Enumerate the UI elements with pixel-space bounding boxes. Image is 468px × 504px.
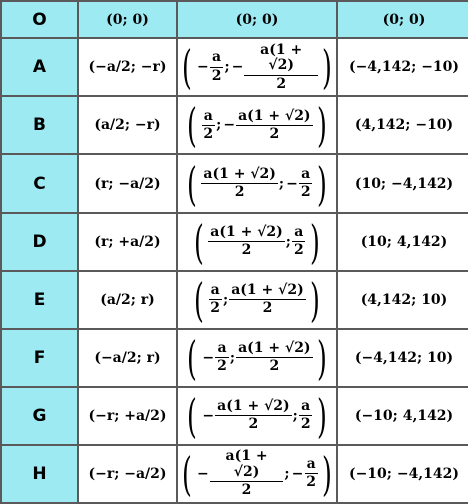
x-fraction: [208, 225, 284, 259]
left-paren: (: [187, 156, 198, 211]
x-fraction: [201, 109, 215, 143]
point-label-cell: F: [1, 329, 78, 387]
point-label-cell: E: [1, 271, 78, 329]
semicolon-separator: ;: [216, 117, 222, 134]
numeric-coord-cell: (10; 4,142): [337, 213, 468, 271]
right-paren: ): [322, 40, 332, 95]
semicolon-separator: ;: [292, 407, 298, 424]
table-row: [1, 213, 468, 271]
point-label-cell: C: [1, 154, 78, 212]
left-paren: (: [194, 214, 205, 269]
symbolic-coord-cell: (r; −a/2): [78, 154, 177, 212]
point-label-cell: B: [1, 96, 78, 154]
exact-coord-cell: [177, 271, 337, 329]
symbolic-coord-cell: (a/2; −r): [78, 96, 177, 154]
y-numerator: a(1 + √2): [236, 109, 312, 126]
exact-coord-expression: [183, 156, 330, 211]
header-numeric-cell: (0; 0): [337, 1, 468, 38]
symbolic-coord-cell: (r; +a/2): [78, 213, 177, 271]
numeric-coord-cell: (−10; −4,142): [337, 445, 468, 503]
numeric-coord-cell: (−10; 4,142): [337, 387, 468, 445]
y-fraction: [229, 283, 305, 317]
symbolic-coord-cell: (−r; −a/2): [78, 445, 177, 503]
x-denominator: 2: [234, 184, 245, 201]
exact-coord-cell: [177, 213, 337, 271]
y-numerator: a: [299, 399, 312, 416]
numeric-coord-cell: (10; −4,142): [337, 154, 468, 212]
y-fraction: [292, 225, 306, 259]
left-paren: (: [182, 446, 192, 501]
semicolon-separator: ;: [224, 59, 230, 76]
numeric-coord-cell: (4,142; 10): [337, 271, 468, 329]
right-paren: ): [309, 272, 320, 327]
exact-coord-expression: [190, 272, 323, 327]
y-numerator: a: [299, 167, 312, 184]
x-fraction: [201, 167, 277, 201]
table-row: [1, 387, 468, 445]
semicolon-separator: ;: [223, 291, 229, 308]
semicolon-separator: ;: [285, 233, 291, 250]
point-label-cell: A: [1, 38, 78, 96]
y-denominator: 2: [269, 358, 280, 375]
x-numerator: a: [215, 341, 228, 358]
y-denominator: 2: [300, 416, 311, 433]
y-numerator: a(1 + √2): [244, 43, 318, 76]
x-denominator: 2: [241, 242, 252, 259]
exact-coord-expression: [183, 330, 330, 385]
exact-coord-cell: [177, 154, 337, 212]
x-fraction: [215, 341, 229, 375]
point-label-cell: H: [1, 445, 78, 503]
x-numerator: a: [202, 109, 215, 126]
y-denominator: 2: [300, 184, 311, 201]
table-row: [1, 38, 468, 96]
exact-coord-expression: [183, 98, 330, 153]
numeric-coord-cell: (−4,142; −10): [337, 38, 468, 96]
y-numerator: a(1 + √2): [229, 283, 305, 300]
y-denominator: 2: [306, 474, 317, 491]
x-numerator: a(1 + √2): [210, 449, 284, 482]
exact-coord-expression: [183, 388, 330, 443]
y-denominator: 2: [293, 242, 304, 259]
y-numerator: a(1 + √2): [236, 341, 312, 358]
table-row: [1, 445, 468, 503]
y-sign: −: [231, 59, 244, 76]
x-denominator: 2: [248, 416, 259, 433]
exact-coord-expression: [178, 446, 336, 501]
right-paren: ): [316, 388, 327, 443]
point-label-cell: D: [1, 213, 78, 271]
table-row: [1, 329, 468, 387]
table-row: [1, 96, 468, 154]
y-numerator: a: [305, 457, 318, 474]
x-numerator: a(1 + √2): [215, 399, 291, 416]
x-denominator: 2: [203, 125, 214, 142]
exact-coord-cell: [177, 96, 337, 154]
right-paren: ): [316, 98, 327, 153]
table-row: [1, 154, 468, 212]
header-row: [1, 1, 468, 38]
y-denominator: 2: [262, 300, 273, 317]
x-denominator: 2: [241, 482, 252, 499]
right-paren: ): [322, 446, 332, 501]
exact-coord-cell: [177, 445, 337, 503]
y-numerator: a: [292, 225, 305, 242]
y-denominator: 2: [269, 125, 280, 142]
header-exact-cell: (0; 0): [177, 1, 337, 38]
x-fraction: [210, 449, 284, 498]
y-fraction: [299, 167, 313, 201]
left-paren: (: [187, 388, 198, 443]
x-sign: −: [202, 349, 215, 366]
right-paren: ): [316, 156, 327, 211]
header-point-cell: O: [1, 1, 78, 38]
y-sign: −: [291, 465, 304, 482]
x-fraction: [210, 50, 224, 84]
y-denominator: 2: [276, 75, 287, 92]
y-fraction: [299, 399, 313, 433]
left-paren: (: [187, 98, 198, 153]
point-label-cell: G: [1, 387, 78, 445]
y-fraction: [304, 457, 318, 491]
exact-coord-cell: [177, 38, 337, 96]
left-paren: (: [182, 40, 192, 95]
left-paren: (: [194, 272, 205, 327]
symbolic-coord-cell: (−a/2; −r): [78, 38, 177, 96]
table-row: [1, 271, 468, 329]
right-paren: ): [309, 214, 320, 269]
x-fraction: [208, 283, 222, 317]
x-numerator: a: [210, 50, 223, 67]
exact-coord-expression: [190, 214, 323, 269]
x-denominator: 2: [217, 358, 227, 375]
left-paren: (: [187, 330, 198, 385]
semicolon-separator: ;: [284, 465, 290, 482]
x-denominator: 2: [211, 67, 222, 84]
x-sign: −: [202, 407, 215, 424]
y-fraction: [244, 43, 318, 92]
x-numerator: a: [209, 283, 222, 300]
numeric-coord-cell: (−4,142; 10): [337, 329, 468, 387]
header-coord-cell: (0; 0): [78, 1, 177, 38]
symbolic-coord-cell: (−a/2; r): [78, 329, 177, 387]
y-sign: −: [223, 117, 236, 134]
y-fraction: [236, 341, 312, 375]
y-fraction: [236, 109, 312, 143]
y-sign: −: [286, 175, 298, 192]
x-sign: −: [196, 59, 209, 76]
x-fraction: [215, 399, 291, 433]
symbolic-coord-cell: (−r; +a/2): [78, 387, 177, 445]
x-numerator: a(1 + √2): [208, 225, 284, 242]
exact-coord-expression: [178, 40, 336, 95]
x-sign: −: [196, 465, 209, 482]
right-paren: ): [316, 330, 327, 385]
x-denominator: 2: [210, 300, 221, 317]
numeric-coord-cell: (4,142; −10): [337, 96, 468, 154]
exact-coord-cell: [177, 329, 337, 387]
semicolon-separator: ;: [278, 175, 285, 192]
semicolon-separator: ;: [229, 349, 236, 366]
exact-coord-cell: [177, 387, 337, 445]
x-numerator: a(1 + √2): [201, 167, 277, 184]
symbolic-coord-cell: (a/2; r): [78, 271, 177, 329]
coordinates-table-body: [1, 1, 468, 503]
